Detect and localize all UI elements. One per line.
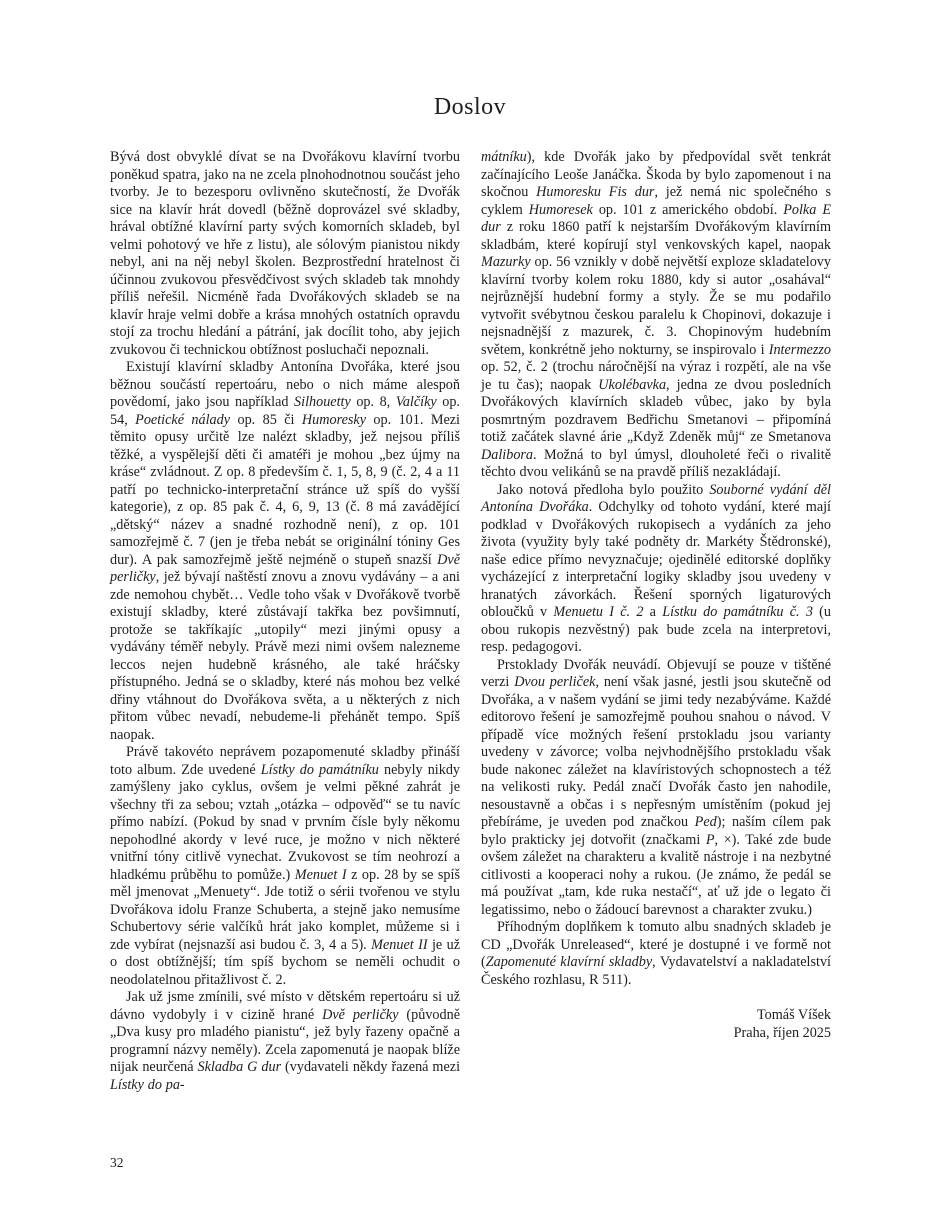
text-run: Existují klavírní skladby Antonína Dvořáka, které jsou běžnou součástí repertoáru, nebo o nich máme alespoň povědomí, jako jsou například: [110, 359, 460, 410]
paragraph: [481, 657, 831, 920]
italic-text-run: Menuetu I č. 2: [553, 604, 644, 620]
text-run: (u obou rukopis nezvěstný) pak bude zcela na interpretovi, resp. pedagogovi.: [481, 604, 832, 655]
text-run: z roku 1860 patří k nejstarším Dvořákovým klavírním skladbám, které kopírují styl venkovských kapel, naopak: [481, 219, 831, 253]
page-title: Doslov: [433, 94, 507, 120]
italic-text-run: Lístky do památníku: [260, 761, 379, 778]
text-run: op. 56 vznikly v době největší exploze skladatelovy klavírní tvorby kolem roku 1880, kdy si autor „osahával“ nejrůznější hudební formy a styly. Že se mu podařilo vytvořit svébytnou českou paralelu k Chopinovi, dokazuje i nejsnadnější z mazurek, č. 3. Chopinovým hudebním světem, konkrétně jeho nokturny, se inspirovalo i: [481, 254, 831, 358]
text-run: z op. 28 by se spíš měl jmenovat „Menuety“. Jde totiž o sérii tvořenou ve stylu Dvořákova idolu Franze Schuberta, a stejně jako nemusíme Schubertovy série valčíků hrát jako komplet, můžeme si i zde vybírat (nejsnazší asi budou č. 3, 4 a 5).: [110, 866, 460, 953]
text-run: nebyly nikdy zamýšleny jako cyklus, ovšem je velmi pěkné zahrát je všechny tři za sebou; vztah „otázka – odpověď“ se tu navíc přímo nabízí. (Pokud by snad v prvním čísle byly někomu nepohodlné akordy v levé ruce, je možno v nich některé vnitřní tóny citlivě vynechat. Zvukovost se tím neohrozí a hladkému průběhu to pomůže.): [110, 761, 461, 883]
italic-text-run: Mazurky: [481, 254, 531, 270]
italic-text-run: Polka E dur: [481, 201, 831, 235]
italic-text-run: Lístky do pa-: [110, 1076, 185, 1093]
text-run: Právě takovéto neprávem pozapomenuté skladby přináší toto album. Zde uvedené: [110, 744, 460, 778]
text-run: ); naším cílem pak bylo prakticky jej dotvořit (značkami: [481, 814, 832, 848]
italic-text-run: Zapomenuté klavírní skladby: [485, 954, 653, 970]
signature-line: Praha, říjen 2025: [733, 1024, 831, 1041]
text-run: (vydavateli někdy řazená mezi: [281, 1059, 461, 1075]
text-run: , není však jasné, jestli jsou skutečně od Dvořáka, a v našem vydání se jimi tedy nezabýváme. Každé editorovo řešení je samozřejmě pouhou snahou o návod. V případě více možných řešení prstokladu jsou varianty uvedeny v závorce; volba nejvhodnějšího prstokladu však bude nakonec záležet na klavíristových schopnostech a též na velikosti ruky. Pedál značí Dvořák často jen nahodile, nesoustavně a občas i s nepřesným umístěním (pokud jej přebíráme, je uveden pod značkou: [481, 674, 831, 830]
italic-text-run: Skladba G dur: [197, 1059, 282, 1075]
text-run: , jedna ze dvou posledních Dvořákových klavírních skladeb vůbec, jako by byla posmrtným pozdravem Bedřichu Smetanovi – připomíná totiž začátek slavné árie „Když Zdeněk můj“ ze Smetanova: [481, 376, 831, 445]
italic-text-run: Dvě perličky: [322, 1006, 399, 1023]
italic-text-run: Silhouetty: [294, 394, 351, 410]
text-run: op. 54,: [110, 394, 460, 428]
text-run: , ×). Také zde bude ovšem záležet na charakteru a kvalitě nástroje i na nezbytné citlivosti a kooperaci nohy a rukou. (Je známo, že pedál se má používat „tam, kde ruka nestačí“, ať už jde o legato či legatissimo, nebo o žádoucí barevnost a charakter zvuku.): [481, 831, 832, 918]
paragraph: [110, 989, 460, 1094]
italic-text-run: Valčíky: [395, 394, 437, 410]
italic-text-run: Lístku do památníku č. 3: [662, 604, 813, 620]
paragraph: [110, 149, 460, 359]
paragraph: [110, 744, 460, 989]
italic-text-run: Humoresky: [301, 411, 366, 428]
italic-text-run: Humoresku Fis dur: [536, 184, 655, 200]
text-run: je už o dost obtížnější; tím spíš bychom se neměli ochudit o neodolatelnou přitažlivost č. 2.: [110, 936, 460, 988]
text-run: op. 85 či: [230, 411, 302, 428]
text-run: Příhodným doplňkem k tomuto albu snadných skladeb je CD „Dvořák Unreleased“, které je dostupné i ve formě not (: [481, 919, 831, 970]
signature-block: [481, 1007, 831, 1042]
text-run: , Vydavatelství a nakladatelství Českého rozhlasu, R 511).: [481, 954, 831, 988]
text-run: Jak už jsme zmínili, své místo v dětském repertoáru si už dávno vydobyly i v cizině hrané: [110, 989, 460, 1023]
text-run: ), kde Dvořák jako by předpovídal svět tenkrát začínajícího Leoše Janáčka. Škoda by bylo zapomenout i na skočnou: [481, 149, 831, 200]
paragraph: [481, 482, 831, 657]
italic-text-run: Menuet I: [294, 866, 347, 883]
text-run: . Odchylky od tohoto vydání, které mají podklad v Dvořákových rukopisech a vydáních za jeho života (využity byly také podněty dr. Markéty Štědronské), naše edice přímo nevyznačuje; ojedinělé editorské doplňky vycházející z interpretační logiky skladby jsou uvedeny v hranatých závorkách. Řešení sporných ligaturových obloučků v: [481, 499, 831, 620]
italic-text-run: Souborné vydání děl Antonína Dvořáka: [481, 481, 831, 515]
text-run: (původně „Dva kusy pro mladého pianistu“, jež byly řazeny opačně a programní názvy neměly). Zcela zapomenutá je naopak blíže nijak neurčená: [110, 1006, 460, 1075]
paragraph: [481, 919, 831, 989]
text-run: , jež bývají naštěstí znovu a znovu vydávány – a ani zde nemohou chybět… Vedle toho však v Dvořákově tvorbě existují skladby, které zůstávají takřka bez povšimnutí, protože se takříkajíc „utopily“ mezi jinými opusy a vydávány téměř nebyly. Právě mezi nimi ovšem nalezneme leccos nejen hudebně krásného, ale také hráčsky přístupného. Jedná se o skladby, které nás mohou bez velké dřiny vtáhnout do Dvořákova světa, a u některých z nich přitom vůbec nevadí, nebudeme-li přehánět tempo. Spíš naopak.: [110, 569, 460, 743]
column-right: [481, 149, 831, 1094]
text-run: Jako notová předloha bylo použito: [497, 481, 710, 498]
text-run: op. 52, č. 2 (trochu náročnější na výraz i rozpětí, ale na vše je tu čas); naopak: [481, 359, 831, 393]
text-run: op. 8,: [350, 394, 396, 410]
paragraph: [481, 149, 831, 482]
italic-text-run: Menuet II: [371, 936, 428, 953]
italic-text-run: Humoresek: [528, 201, 593, 218]
text-run: a: [643, 604, 663, 620]
italic-text-run: Dalibora: [481, 446, 534, 463]
text-run: . Možná to byl úmysl, dlouholeté řeči o rivalitě těchto dvou velikánů se na pravdě příliš nezakládají.: [481, 446, 831, 480]
column-left: [110, 149, 460, 1094]
paragraph: [110, 359, 460, 744]
page-number: 32: [110, 1155, 124, 1170]
italic-text-run: Poetické nálady: [135, 411, 231, 428]
text-columns: [110, 149, 832, 1094]
text-run: Bývá dost obvyklé dívat se na Dvořákovu klavírní tvorbu poněkud spatra, jako na ne zcela plnohodnotnou součást jeho tvorby. Je to bezesporu ovlivněno skutečností, že Dvořák sice na klavír hrát dovedl (běžně doprovázel své skladby, hrával obtížné klavírní party svých komorních skladeb, byl velmi pohotový ve hře z listu), ale sólovým pianistou nikdy nebyl, ani na něj nebyl školen. Bezprostřední hratelnost či účinnou zvukovou přesvědčivost svých skladeb tak mnohdy příliš neřešil. Nicméně řada Dvořákových skladeb se na klavír hraje velmi dobře a krása mnohých ostatních opravdu stojí za trochu hledání a pátrání, jak docílit toho, aby jejich zvukovou či technickou obtížnost posluchači nepoznali.: [110, 149, 460, 358]
text-run: op. 101. Mezi těmito opusy určitě lze nalézt skladby, jež nejsou příliš těžké, a vyspělejší děti či amatéři je mohou „bez újmy na kráse“ zvládnout. Z op. 8 především č. 1, 5, 8, 9 (č. 2, 4 a 11 patří po technicko-interpretační stránce už spíš do vyšší kategorie), z op. 85 pak č. 4, 6, 9, 13 (č. 8 má zavádějící „dětský“ název a snadné rozhodně není), z op. 101 samozřejmě č. 7 (jen je třeba nebát se originální tóniny Ges dur). A pak samozřejmě ještě nejméně o stupeň snazší: [110, 411, 460, 568]
italic-text-run: mátníku: [481, 149, 527, 165]
italic-text-run: Ukolébavka: [598, 376, 667, 393]
italic-text-run: P: [705, 831, 715, 848]
italic-text-run: Ped: [694, 814, 717, 830]
text-run: , jež nemá nic společného s cyklem: [481, 184, 831, 218]
text-run: op. 101 z amerického období.: [592, 201, 784, 218]
italic-text-run: Intermezzo: [768, 341, 831, 358]
text-run: Prstoklady Dvořák neuvádí. Objevují se pouze v tištěné verzi: [481, 656, 831, 690]
italic-text-run: Dvou perliček: [514, 674, 596, 690]
signature-line: Tomáš Víšek: [756, 1007, 831, 1023]
italic-text-run: Dvě perličky: [110, 551, 460, 585]
